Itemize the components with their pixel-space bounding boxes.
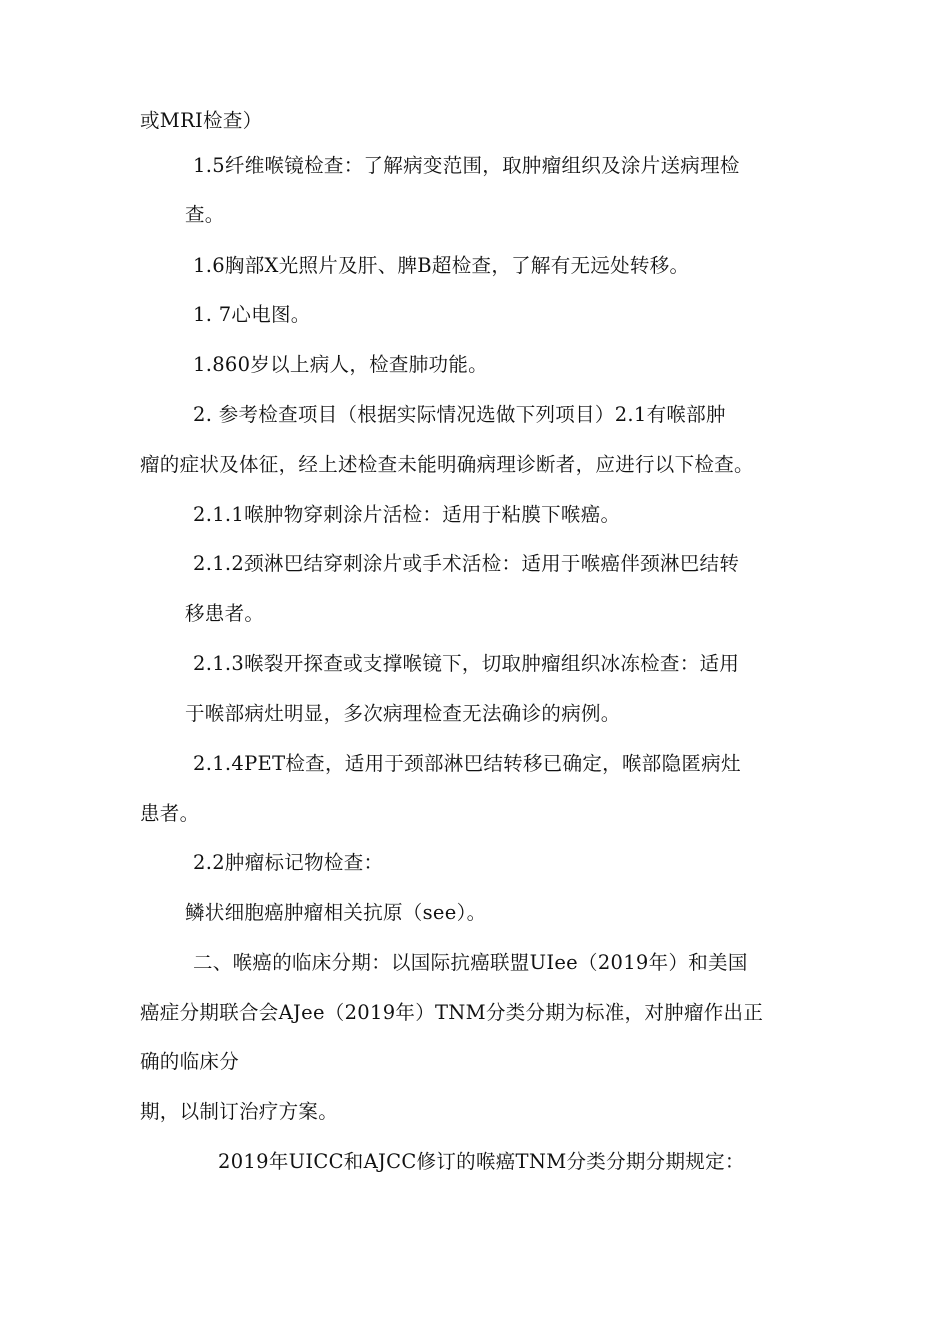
text-line: 鳞状细胞癌肿瘤相关抗原（see）。 — [185, 901, 487, 924]
text-line: 查。 — [185, 203, 225, 226]
text-line: 瘤的症状及体征，经上述检查未能明确病理诊断者，应进行以下检查。 — [140, 453, 754, 476]
text-line: 2.1.3喉裂开探查或支撑喉镜下，切取肿瘤组织冰冻检查：适用 — [193, 652, 740, 675]
text-line: 1. 7心电图。 — [193, 303, 311, 326]
text-line: 2. 参考检查项目（根据实际情况选做下列项目）2.1有喉部肿 — [193, 403, 726, 426]
text-line: 于喉部病灶明显，多次病理检查无法确诊的病例。 — [185, 702, 621, 725]
text-line: 或MRI检查） — [140, 109, 263, 132]
text-line: 癌症分期联合会AJee（2019年）TNM分类分期为标准，对肿瘤作出正 — [140, 1001, 764, 1024]
text-line: 1.6胸部X光照片及肝、脾B超检查，了解有无远处转移。 — [193, 254, 690, 277]
text-line: 移患者。 — [185, 602, 265, 625]
text-line: 2.1.1喉肿物穿刺涂片活检：适用于粘膜下喉癌。 — [193, 503, 621, 526]
text-line: 1.860岁以上病人，检查肺功能。 — [193, 353, 488, 376]
text-line: 期，以制订治疗方案。 — [140, 1100, 339, 1123]
text-line: 2.2肿瘤标记物检查： — [193, 851, 384, 874]
text-line: 二、喉癌的临床分期：以国际抗癌联盟UIee（2019年）和美国 — [193, 951, 748, 974]
text-line: 患者。 — [140, 802, 200, 825]
text-line: 2.1.4PET检查，适用于颈部淋巴结转移已确定，喉部隐匿病灶 — [193, 752, 741, 775]
text-line: 2019年UICC和AJCC修订的喉癌TNM分类分期分期规定： — [218, 1150, 745, 1173]
text-line: 1.5纤维喉镜检查：了解病变范围，取肿瘤组织及涂片送病理检 — [193, 154, 740, 177]
text-line: 2.1.2颈淋巴结穿刺涂片或手术活检：适用于喉癌伴颈淋巴结转 — [193, 552, 740, 575]
text-line: 确的临床分 — [140, 1050, 240, 1073]
